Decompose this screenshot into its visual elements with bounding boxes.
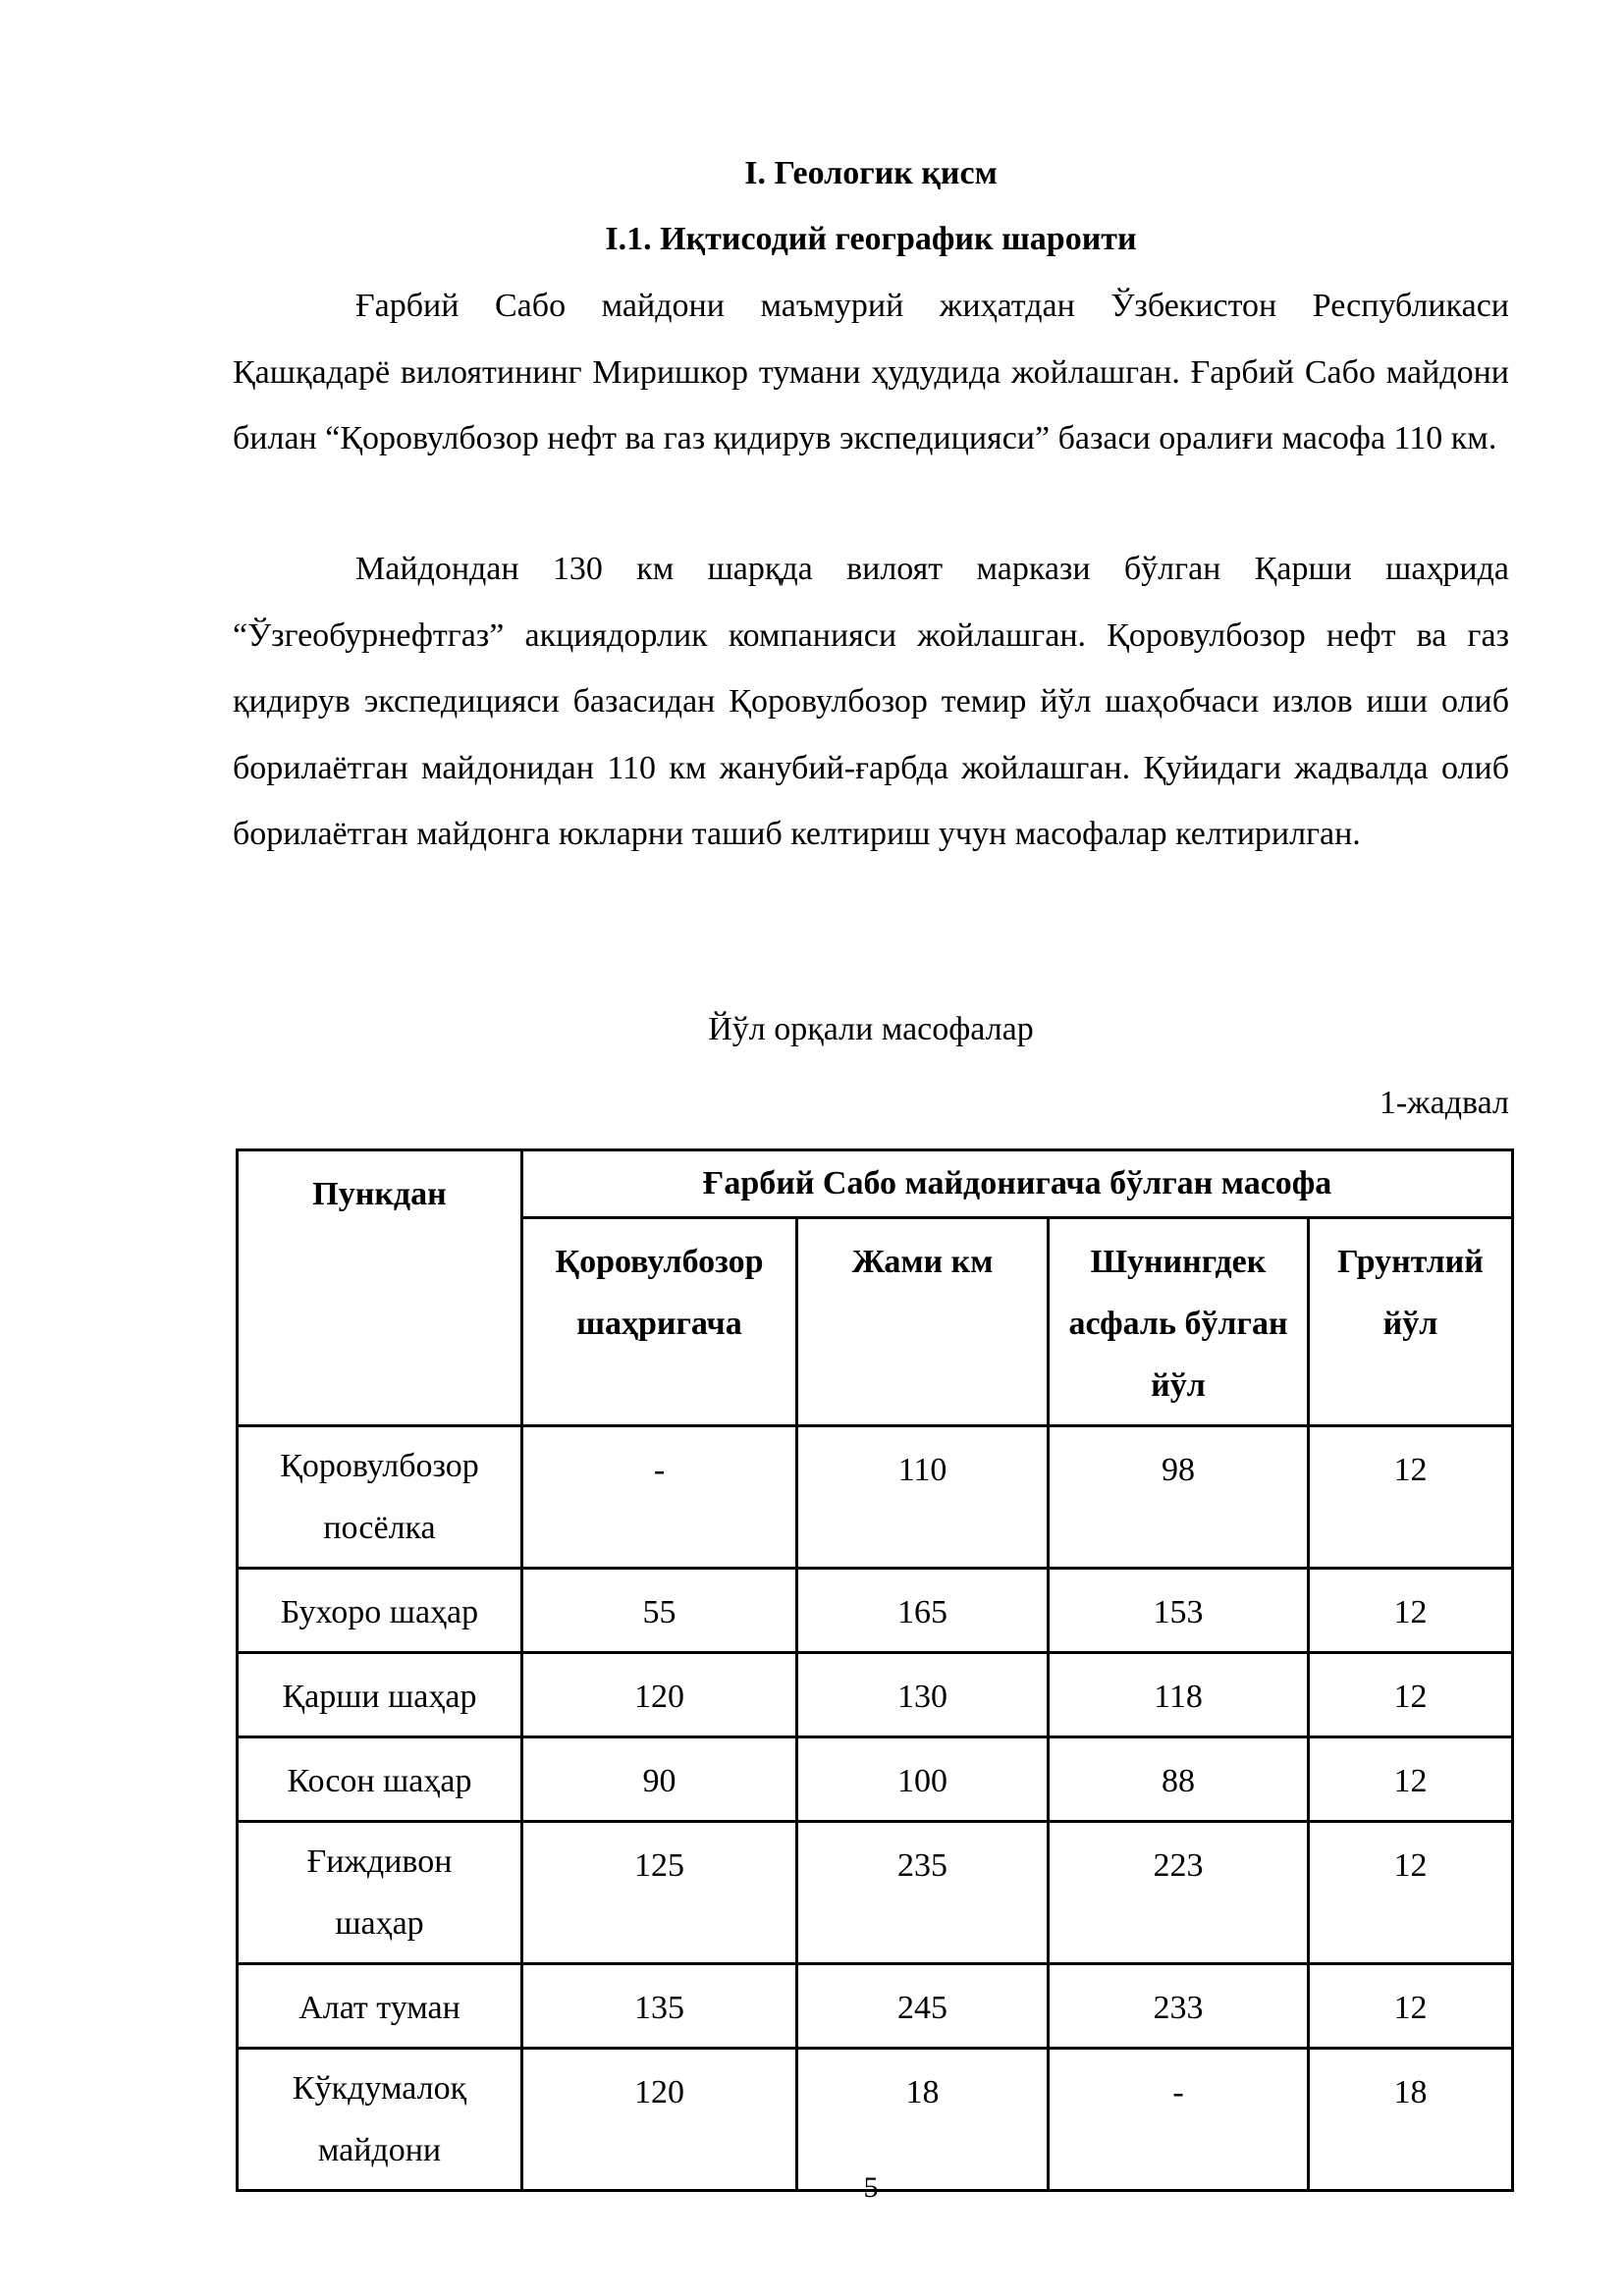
paragraph-1: Ғарбий Сабо майдони маъмурий жиҳатдан Ўзбекистон Республикаси Қашқадарё вилоятининг Миришкор тумани ҳудудида жойлашган. Ғарбий Сабо майдони билан “Қоровулбозор нефт ва газ қидирув экспедицияси” базаси оралиғи масофа 110 км. — [233, 288, 1509, 456]
cell-asphalt: 153 — [1049, 1569, 1309, 1653]
cell-asphalt: 98 — [1049, 1426, 1309, 1569]
header-col-asphalt: Шунингдек асфаль бўлган йўл — [1049, 1218, 1309, 1426]
page-number: 5 — [863, 2171, 879, 2204]
cell-total: 110 — [797, 1426, 1049, 1569]
header-col-total: Жами км — [797, 1218, 1049, 1426]
cell-asphalt: - — [1049, 2049, 1309, 2191]
cell-karovulbozor: 125 — [522, 1822, 797, 1964]
cell-ground: 12 — [1309, 1653, 1513, 1737]
header-group: Ғарбий Сабо майдонигача бўлган масофа — [522, 1150, 1513, 1218]
cell-karovulbozor: 120 — [522, 2049, 797, 2191]
table-caption: Йўл орқали масофалар — [708, 1011, 1034, 1047]
cell-total: 18 — [797, 2049, 1049, 2191]
cell-ground: 12 — [1309, 1822, 1513, 1964]
table-row — [238, 1569, 1513, 1653]
cell-karovulbozor: 135 — [522, 1964, 797, 2049]
cell-karovulbozor: - — [522, 1426, 797, 1569]
table-header-row — [238, 1150, 1513, 1218]
section-heading: I. Геологик қисм — [744, 155, 998, 191]
table-row — [238, 1737, 1513, 1822]
header-col-ground: Грунтлий йўл — [1309, 1218, 1513, 1426]
cell-total: 245 — [797, 1964, 1049, 2049]
cell-place: Қоровулбозор посёлка — [238, 1426, 522, 1569]
paragraph-2: Майдондан 130 км шарқда вилоят маркази бўлган Қарши шаҳрида “Ўзгеобурнефтгаз” акциядорлик компанияси жойлашган. Қоровулбозор нефт ва газ қидирув экспедицияси базасидан Қоровулбозор темир йўл шаҳобчаси излов иши олиб борилаётган майдонидан 110 км жанубий-ғарбда жойлашган. Қуйидаги жадвалда олиб борилаётган майдонга юкларни ташиб келтириш учун масофалар келтирилган. — [233, 551, 1509, 852]
cell-ground: 12 — [1309, 1426, 1513, 1569]
cell-total: 165 — [797, 1569, 1049, 1653]
cell-asphalt: 233 — [1049, 1964, 1309, 2049]
distance-table — [236, 1148, 1514, 2192]
cell-place: Кўкдумалоқ майдони — [238, 2049, 522, 2191]
cell-asphalt: 88 — [1049, 1737, 1309, 1822]
cell-total: 235 — [797, 1822, 1049, 1964]
cell-karovulbozor: 90 — [522, 1737, 797, 1822]
cell-karovulbozor: 55 — [522, 1569, 797, 1653]
cell-place: Ғиждивон шаҳар — [238, 1822, 522, 1964]
cell-ground: 12 — [1309, 1569, 1513, 1653]
table-row — [238, 1822, 1513, 1964]
table-row — [238, 2049, 1513, 2191]
header-col-karovulbozor: Қоровулбозор шаҳригача — [522, 1218, 797, 1426]
table-row — [238, 1964, 1513, 2049]
cell-karovulbozor: 120 — [522, 1653, 797, 1737]
cell-ground: 12 — [1309, 1964, 1513, 2049]
cell-place: Косон шаҳар — [238, 1737, 522, 1822]
cell-asphalt: 223 — [1049, 1822, 1309, 1964]
cell-total: 100 — [797, 1737, 1049, 1822]
cell-asphalt: 118 — [1049, 1653, 1309, 1737]
cell-place: Алат туман — [238, 1964, 522, 2049]
cell-ground: 12 — [1309, 1737, 1513, 1822]
subsection-heading: I.1. Иқтисодий географик шароити — [605, 221, 1137, 257]
table-row — [238, 1426, 1513, 1569]
table-number: 1-жадвал — [1379, 1085, 1509, 1121]
table-row — [238, 1653, 1513, 1737]
cell-ground: 18 — [1309, 2049, 1513, 2191]
cell-place: Қарши шаҳар — [238, 1653, 522, 1737]
cell-total: 130 — [797, 1653, 1049, 1737]
header-from: Пункдан — [238, 1150, 522, 1426]
cell-place: Бухоро шаҳар — [238, 1569, 522, 1653]
